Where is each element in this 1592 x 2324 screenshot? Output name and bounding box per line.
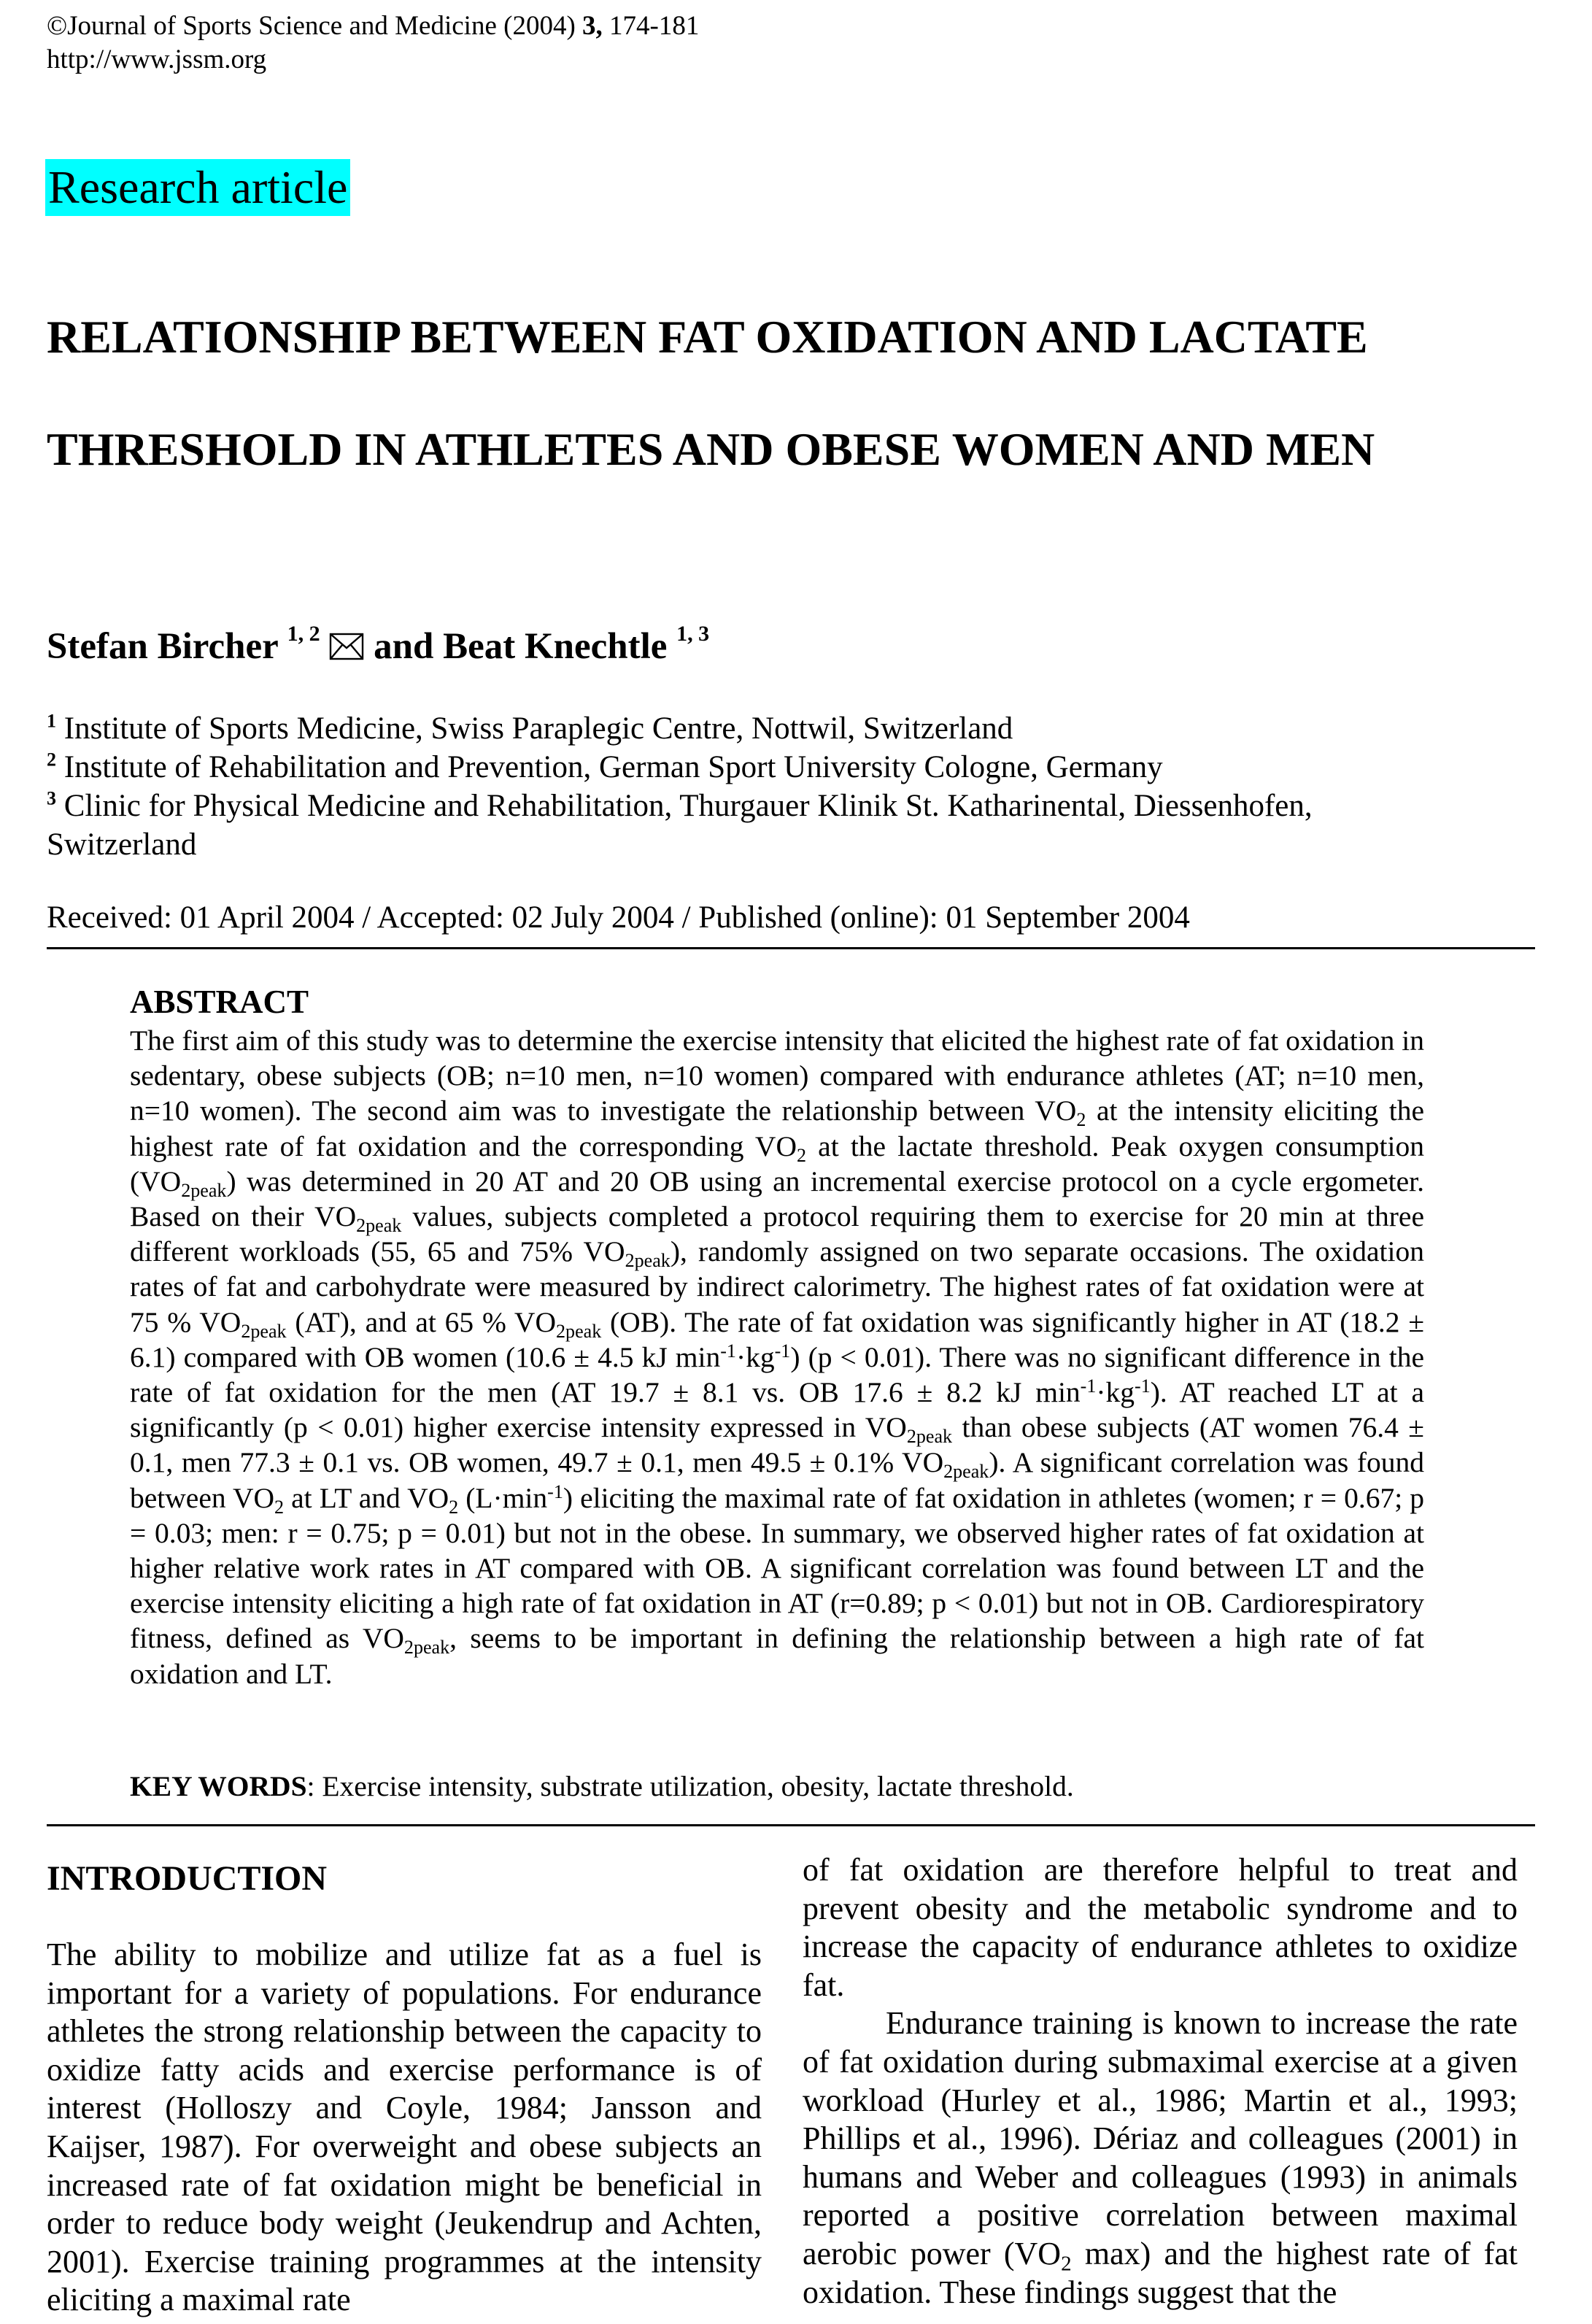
article-type-badge: Research article — [45, 159, 350, 216]
journal-name: ©Journal of Sports Science and Medicine (2004) — [47, 11, 583, 41]
abstract-heading: ABSTRACT — [130, 984, 309, 1020]
author-2-affil: 1, 3 — [676, 622, 710, 646]
journal-citation — [47, 10, 699, 42]
author-1: Stefan Bircher — [47, 626, 287, 667]
affiliation-3: $^3$ Clinic for Physical Medicine and Rehabilitation, Thurgauer Klinik St. Katharinental, Diessenhofen, Switzerland — [47, 787, 1313, 862]
envelope-icon[interactable] — [329, 625, 364, 667]
author-2: and Beat Knechtle — [364, 626, 677, 667]
keywords-text: : Exercise intensity, substrate utilization, obesity, lactate threshold. — [306, 1770, 1074, 1802]
introduction-heading: INTRODUCTION — [47, 1859, 328, 1898]
author-1-affil: 1, 2 — [287, 622, 320, 646]
intro-column-right — [803, 1851, 1518, 2312]
keywords-label: KEY WORDS — [130, 1770, 307, 1802]
divider-top — [47, 947, 1535, 949]
affiliation-2: $^2$ Institute of Rehabilitation and Prevention, German Sport University Cologne, Germany — [47, 749, 1163, 784]
abstract-text: The first aim of this study was to determine the exercise intensity that elicited the highest rate of fat oxidation in sedentary, obese subjects (OB; n=10 men, n=10 women) compared with endurance athletes (AT; n=10 men, n=10 women). The second aim was to investigate the relationship between $VO_2$ at the intensity eliciting the highest rate of fat oxidation and the corresponding $VO_2$ at the lactate threshold. Peak oxygen consumption $(VO_{2peak})$ was determined in 20 AT and 20 OB using an incremental exercise protocol on a cycle ergometer. Based on their $VO_{2peak}$ values, subjects completed a protocol requiring them to exercise for 20 min at three different workloads (55, 65 and 75% $VO_{2peak}$), randomly assigned on two separate occasions. The oxidation rates of fat and carbohydrate were measured by indirect calorimetry. The highest rates of fat oxidation were at 75 % $VO_{2peak}$ (AT), and at 65 % $VO_{2peak}$ (OB). The rate of fat oxidation was significantly higher in AT (18.2 ± 6.1) compared with OB women (10.6 ± 4.5 kJ $\min^{-1}\cdot kg^{-1}$) (p < 0.01). There was no significant difference in the rate of fat oxidation for the men (AT 19.7 ± 8.1 vs. OB 17.6 ± 8.2 kJ $\min^{-1}\cdot kg^{-1}$). AT reached LT at a significantly (p < 0.01) higher exercise intensity expressed in $VO_{2peak}$ than obese subjects (AT women 76.4 ± 0.1, men 77.3 ± 0.1 vs. OB women, 49.7 ± 0.1, men 49.5 ± 0.1% $VO_{2peak}$). A significant correlation was found between $VO_2$ at LT and $VO_2$ $(L\cdot\min^{-1})$ eliciting the maximal rate of fat oxidation in athletes (women; r = 0.67; p = 0.03; men: r = 0.75; p = 0.01) but not in the obese. In summary, we observed higher rates of fat oxidation at higher relative work rates in AT compared with OB. A significant correlation was found between LT and the exercise intensity eliciting a high rate of fat oxidation in AT (r=0.89; p < 0.01) but not in OB. Cardiorespiratory fitness, defined as $VO_{2peak}$, seems to be important in defining the relationship between a high rate of fat oxidation and LT. — [130, 1024, 1425, 1690]
author-line — [47, 613, 709, 672]
journal-pages: 174-181 — [602, 11, 700, 41]
intro-paragraph-1-continued: of fat oxidation are therefore helpful to treat and prevent obesity and the metabolic syndrome and to increase the capacity of endurance athletes to oxidize fat. — [803, 1852, 1518, 2003]
intro-paragraph-1: The ability to mobilize and utilize fat as a fuel is important for a variety of populations. For endurance athletes the strong relationship between the capacity to oxidize fatty acids and exercise performance is of interest (Holloszy and Coyle, 1984; Jansson and Kaijser, 1987). For overweight and obese subjects an increased rate of fat oxidation might be beneficial in order to reduce body weight (Jeukendrup and Achten, 2001). Exercise training programmes at the intensity eliciting a maximal rate — [47, 1937, 762, 2318]
title-line-1: RELATIONSHIP BETWEEN FAT OXIDATION AND LACTATE — [47, 311, 1368, 363]
title-line-2: THRESHOLD IN ATHLETES AND OBESE WOMEN AND MEN — [47, 423, 1375, 475]
journal-volume: 3, — [582, 11, 603, 41]
affiliation-1: $^1$ Institute of Sports Medicine, Swiss Paraplegic Centre, Nottwil, Switzerland — [47, 710, 1013, 746]
intro-column-left — [47, 1936, 762, 2320]
divider-bottom — [47, 1824, 1535, 1826]
keywords — [130, 1767, 1424, 1805]
journal-url[interactable]: http://www.jssm.org — [47, 45, 267, 74]
publication-dates: Received: 01 April 2004 / Accepted: 02 July 2004 / Published (online): 01 September 2004 — [47, 900, 1190, 935]
intro-paragraph-2: Endurance training is known to increase the rate of fat oxidation during submaximal exercise at a given workload (Hurley et al., 1986; Martin et al., 1993; Phillips et al., 1996). Dériaz and colleagues (2001) in humans and Weber and colleagues (1993) in animals reported a positive correlation between maximal aerobic power ($VO_2$ max) and the highest rate of fat oxidation. These findings suggest that the — [803, 2005, 1518, 2310]
